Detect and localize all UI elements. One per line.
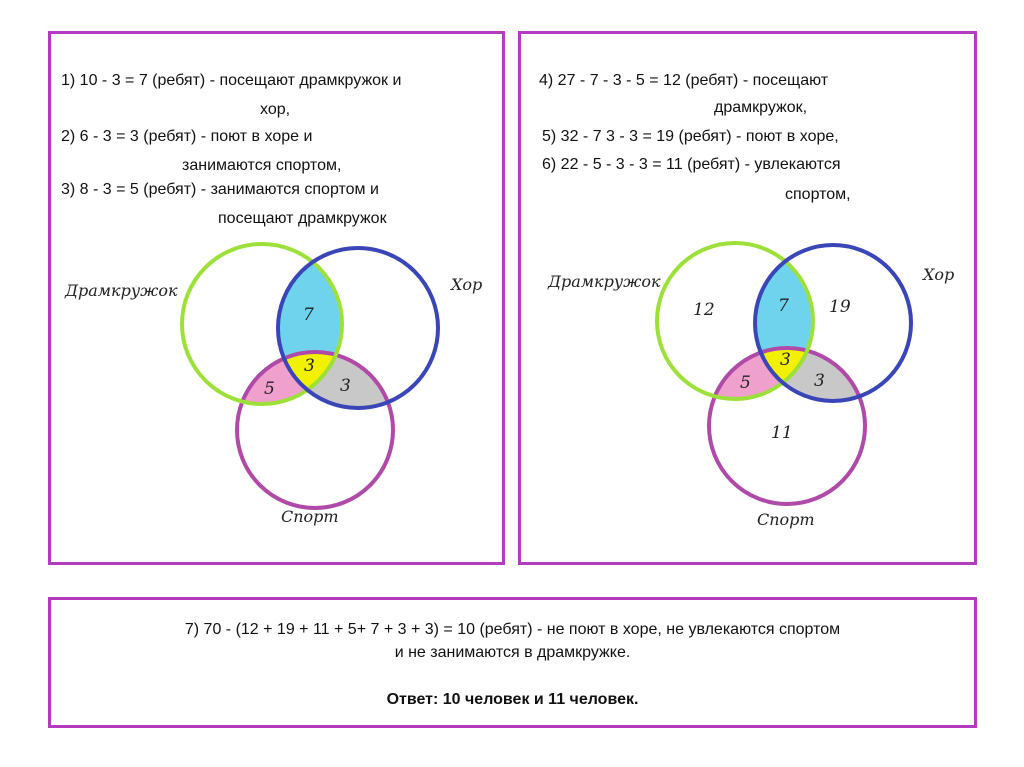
venn-diagram-right [521, 34, 980, 568]
left-line-5: 3) 8 - 3 = 5 (ребят) - занимаются спортом и [61, 181, 379, 198]
drama-choir-value: 7 [778, 296, 789, 316]
sport-label: Спорт [757, 510, 815, 529]
bottom-panel [48, 597, 977, 728]
drama-sport-value: 5 [740, 373, 751, 393]
choir-label: Хор [451, 275, 483, 294]
right-line-2: драмкружок, [714, 99, 808, 116]
drama-only-value: 12 [693, 300, 715, 320]
right-line-3: 5) 32 - 7 3 - 3 = 19 (ребят) - поют в хоре, [542, 128, 839, 145]
all-three-value: 3 [780, 350, 791, 370]
choir-label: Хор [923, 265, 955, 284]
bottom-line-1: 7) 70 - (12 + 19 + 11 + 5+ 7 + 3 + 3) = 10 (ребят) - не поют в хоре, не увлекаются спортом [184, 621, 841, 638]
left-line-4: занимаются спортом, [182, 157, 342, 174]
drama-sport-value: 5 [264, 379, 275, 399]
left-line-2: хор, [260, 101, 291, 118]
left-panel [48, 31, 505, 565]
drama-label: Драмкружок [65, 281, 178, 300]
bottom-line-2: и не занимаются в драмкружке. [394, 644, 631, 661]
venn-diagram-left [51, 34, 508, 568]
right-line-1: 4) 27 - 7 - 3 - 5 = 12 (ребят) - посещают [539, 72, 829, 89]
left-line-1: 1) 10 - 3 = 7 (ребят) - посещают драмкружок и [61, 72, 402, 89]
right-line-5: спортом, [785, 186, 851, 203]
choir-sport-value: 3 [814, 371, 825, 391]
left-line-6: посещают драмкружок [218, 210, 387, 227]
sport-only-value: 11 [771, 423, 793, 443]
drama-choir-value: 7 [303, 305, 314, 325]
all-three-value: 3 [304, 356, 315, 376]
choir-sport-value: 3 [340, 376, 351, 396]
drama-label: Драмкружок [548, 272, 661, 291]
answer-text: Ответ: 10 человек и 11 человек. [386, 691, 639, 708]
right-line-4: 6) 22 - 5 - 3 - 3 = 11 (ребят) - увлекаются [542, 156, 841, 173]
right-panel [518, 31, 977, 565]
left-line-3: 2) 6 - 3 = 3 (ребят) - поют в хоре и [61, 128, 313, 145]
sport-label: Спорт [281, 507, 339, 526]
choir-only-value: 19 [829, 297, 851, 317]
